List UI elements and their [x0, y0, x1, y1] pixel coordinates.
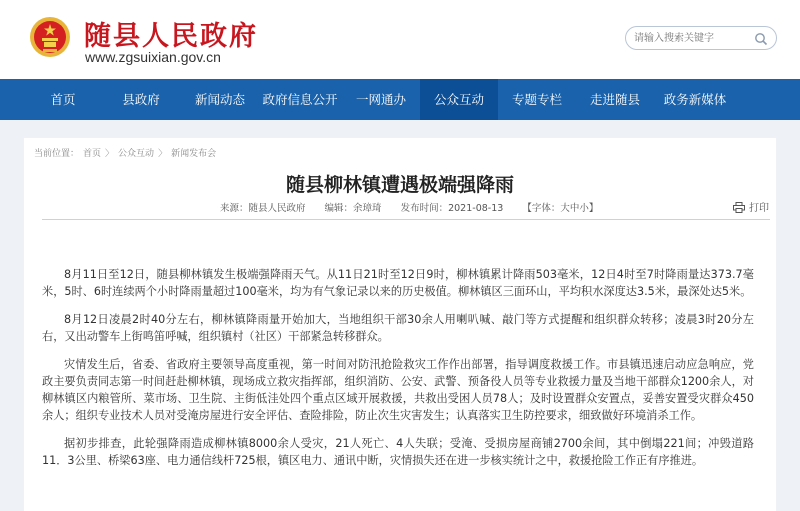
article-source: 来源：随县人民政府: [220, 203, 306, 214]
article-paragraph: 灾情发生后，省委、省政府主要领导高度重视，第一时间对防汛抢险救灾工作作出部署，指导调度救援工作。市县镇迅速启动应急响应，党政主要负责同志第一时间赶赴柳林镇，现场成立救灾指挥部，组织消防、公安、武警、预备役人员等专业救援力量及当地干部群众1200余人，对柳林镇区内粮管所、菜市场、卫生院、主街低洼处四个重点区域开展救援，共救出受困人员78人；及时设置群众安置点，妥善安置受灾群众450余人；组织专业技术人员对受淹房屋进行安全评估、查险排险，防止次生灾害发生；认真落实卫生防控要求，细致做好环境消杀工作。: [42, 358, 754, 422]
nav-item-special-topics[interactable]: 专题专栏: [511, 92, 562, 107]
search-input[interactable]: [634, 30, 749, 46]
search-box[interactable]: [625, 26, 777, 50]
national-emblem-icon: [28, 15, 72, 59]
site-header: [0, 0, 800, 79]
article-title: 随县柳林镇遭遇极端强降雨: [285, 174, 514, 196]
print-label: 打印: [749, 203, 769, 214]
divider: [42, 219, 770, 220]
site-title[interactable]: 随县人民政府: [84, 21, 258, 52]
nav-item-info-disclosure[interactable]: 政府信息公开: [262, 92, 338, 107]
article-body: [42, 266, 754, 480]
nav-item-about-suixian[interactable]: 走进随县: [589, 92, 640, 107]
site-url: www.zgsuixian.gov.cn: [85, 49, 221, 65]
nav-item-news[interactable]: 新闻动态: [194, 92, 245, 107]
nav-item-one-network[interactable]: 一网通办: [355, 92, 406, 107]
search-icon[interactable]: [754, 31, 768, 45]
nav-item-home[interactable]: 首页: [50, 92, 76, 107]
main-nav: [0, 79, 800, 120]
breadcrumb: [34, 146, 220, 159]
printer-icon: [733, 202, 745, 213]
article-paragraph: 8月12日凌晨2时40分左右，柳林镇降雨量开始加大，当地组织干部30余人用喇叭喊、敲门等方式提醒和组织群众转移；凌晨3时20分左右，又出动警车上街鸣笛呼喊，组织镇村（社区）干部紧急转移群众。: [42, 313, 754, 343]
article-paragraph: 据初步排查，此轮强降雨造成柳林镇8000余人受灾，21人死亡、4人失联；受淹、受损房屋商铺2700余间，其中倒塌221间；冲毁道路11．3公里、桥梁63座、电力通信线杆725根，镇区电力、通讯中断，灾情损失还在进一步核实统计之中，救援抢险工作正有序推进。: [42, 437, 754, 467]
nav-item-public-interaction[interactable]: 公众互动: [420, 79, 498, 120]
nav-item-county-government[interactable]: 县政府: [122, 92, 160, 107]
print-button[interactable]: [733, 199, 769, 214]
article-paragraph: 8月11日至12日，随县柳林镇发生极端强降雨天气。从11日21时至12日9时，柳林镇累计降雨503毫米，12日4时至7时降雨量达373.7毫米，5时、6时连续两个小时降雨量超过100毫米，均为有气象记录以来的历史极值。柳林镇区三面环山，平均积水深度达3.5米，最深处达5米。: [42, 268, 754, 298]
nav-item-new-media[interactable]: 政务新媒体: [663, 92, 727, 107]
article-editor: 编辑：余璋琦: [324, 203, 382, 214]
breadcrumb-press-conference[interactable]: 新闻发布会: [171, 149, 217, 159]
breadcrumb-public-interaction[interactable]: 公众互动: [118, 149, 155, 159]
breadcrumb-separator: 〉: [158, 149, 168, 159]
breadcrumb-home[interactable]: 首页: [83, 149, 102, 159]
article-meta: [220, 200, 614, 214]
font-size-selector[interactable]: 【字体：大中小】: [522, 203, 599, 214]
breadcrumb-separator: 〉: [105, 149, 115, 159]
article-date: 发布时间：2021-08-13: [400, 203, 504, 214]
breadcrumb-prefix: 当前位置：: [34, 149, 80, 159]
